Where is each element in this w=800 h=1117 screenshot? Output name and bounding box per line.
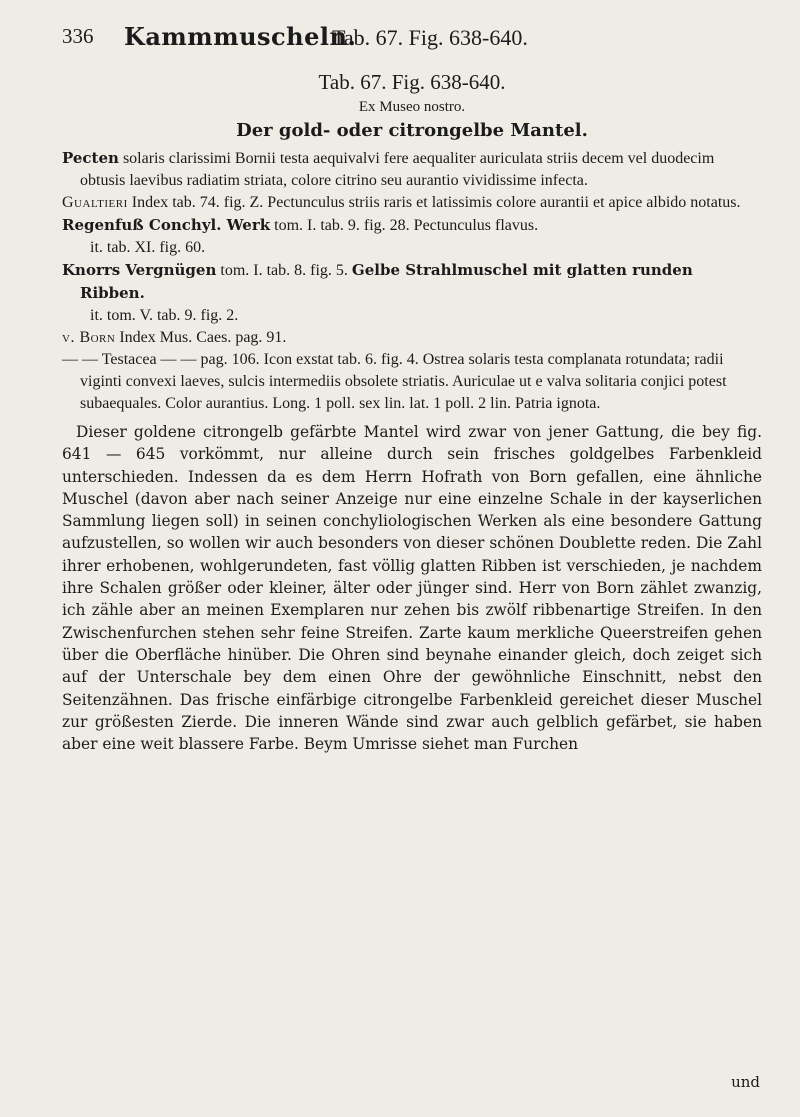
description-paragraph: Dieser goldene citrongelb gefärbte Mantel wird zwar von jener Gattung, die bey fig. 641 — 645 vorkömmt, nur alleine durch sein frisches goldgelbes Farbenkleid unterschieden. Indessen da es dem Herrn Hofrath von Born gefallen, eine ähnliche Muschel (davon aber nach seiner Anzeige nur eine einzelne Schale in der kayserlichen Sammlung liegen soll) in seinen conchyliologischen Werken als eine besondere Gattung aufzustellen, so wollen wir auch besonders von dieser schönen Doublette reden. Die Zahl ihrer erhobenen, wohlgerundeten, fast völlig glatten Ribben ist verschieden, je nachdem ihre Schalen größer oder kleiner, älter oder jünger sind. Herr von Born zählet zwanzig, ich zähle aber an meinen Exemplaren nur zehen bis zwölf ribbenartige Streifen. In den Zwischenfurchen stehen sehr feine Streifen. Zarte kaum merkliche Queerstreifen gehen über die Oberfläche hinüber. Die Ohren sind beynahe einander gleich, doch zeiget sich auf der Unterschale bey dem einen Ohre der gewöhnliche Einschnitt, nebst den Seitenzähnen. Das frische einfärbige citrongelbe Farbenkleid gereichet dieser Muschel zur größesten Zierde. Die inneren Wände sind zwar auch gelblich gefärbet, sie haben aber eine weit blassere Farbe. Beym Umrisse siehet man Furchen <box>62 423 762 754</box>
page-number: 336 <box>62 24 94 48</box>
running-reference: Tab. 67. Fig. 638-640. <box>332 25 528 50</box>
entry-lead: Regenfuß <box>62 216 144 234</box>
entry-lead: Gualtieri <box>62 194 128 211</box>
plate-title: Tab. 67. Fig. 638-640. <box>318 70 506 94</box>
entry-text: Testacea — — pag. 106. Icon exstat tab. 6. fig. 4. Ostrea solaris testa complanata rotundata; radii viginti convexi laeves, sulcis intermediis obsolete striatis. Auriculae ut e valva solitaria conjici potest subaequales. Color aurantius. Long. 1 poll. sex lin. lat. 1 poll. 2 lin. Patria ignota. <box>80 351 727 412</box>
plate-source: Ex Museo nostro. <box>358 99 466 115</box>
entry-text: solaris clarissimi Bornii testa aequivalvi fere aequaliter auriculata striis decem vel duodecim obtusis laevibus radiatim striata, colore citrino seu aurantio vividissime infecta. <box>80 150 715 189</box>
entry-text: tom. I. tab. 8. fig. 5. <box>216 262 352 279</box>
reference-entry <box>62 349 762 415</box>
running-head: Kammmuscheln. <box>124 22 357 51</box>
page-header <box>62 22 770 62</box>
entry-lead: v. Born <box>62 329 116 346</box>
reference-entry <box>62 259 762 305</box>
entry-lead: Knorrs <box>62 261 121 279</box>
entry-text: Index tab. 74. fig. Z. Pectunculus striis raris et latissimis colore aurantii et apice albido notatus. <box>127 194 741 211</box>
latin-description <box>62 147 762 192</box>
reference-entry <box>62 192 762 214</box>
entry-german-title: Gelbe Strahlmuschel mit glatten runden Ribben. <box>80 261 693 302</box>
reference-entry <box>62 214 762 237</box>
reference-continuation: it. tom. V. tab. 9. fig. 2. <box>90 307 239 324</box>
page-body <box>62 66 762 755</box>
species-name: Der gold- oder citrongelbe Mantel. <box>236 120 588 141</box>
reference-continuation: it. tab. XI. fig. 60. <box>90 239 206 256</box>
entry-lead-work: Conchyl. Werk <box>143 216 271 234</box>
catchword: und <box>731 1073 760 1091</box>
entry-lead-work: Vergnügen <box>120 261 217 279</box>
entry-text: Index Mus. Caes. pag. 91. <box>115 329 287 346</box>
entry-text: tom. I. tab. 9. fig. 28. Pectunculus flavus. <box>270 217 539 234</box>
entry-dash: — — <box>62 351 102 368</box>
reference-entry <box>62 327 762 349</box>
entry-lead: Pecten <box>62 149 119 167</box>
